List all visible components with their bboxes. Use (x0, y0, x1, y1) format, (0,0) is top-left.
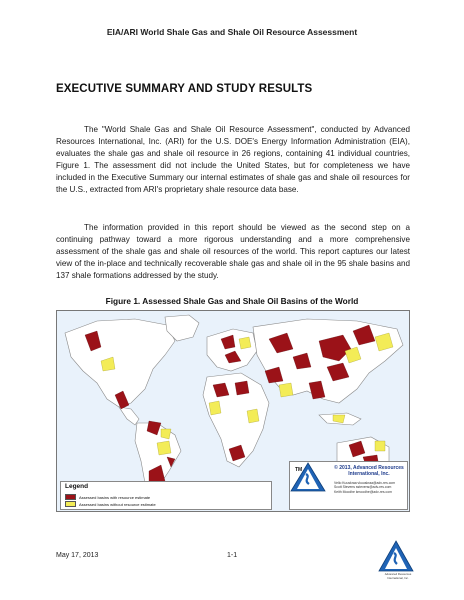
map-credit-box (289, 461, 408, 510)
footer-logo-line: Advanced Resources (384, 572, 412, 576)
basin-y-australia (375, 441, 385, 451)
footer-company-logo-icon (378, 540, 414, 572)
basin-y-europe (239, 337, 251, 349)
legend-title: Legend (65, 483, 89, 490)
section-title: EXECUTIVE SUMMARY AND STUDY RESULTS (56, 83, 313, 95)
contact-line: Scott Stevens sstevens@adv-res.com (334, 485, 392, 490)
footer-page-number: 1-1 (227, 552, 238, 559)
running-header: EIA/ARI World Shale Gas and Shale Oil Resource Assessment (106, 27, 358, 37)
paragraph-2: The information provided in this report should be viewed as the second step on a continuing pathway toward a more rigorous understanding and a more comprehensive assessment of the shale gas and shale oil resources of the world. This report captures our latest view of the in-place and technically recoverable shale gas and shale oil in the 95 shale basins and 137 shale formations addressed by the study. (56, 223, 410, 281)
basin-y-africa-east (247, 409, 259, 423)
credit-copyright: © 2013, Advanced Resources (334, 465, 404, 471)
basin-y-bolivia (157, 441, 171, 455)
world-map-figure (56, 310, 410, 512)
basin-libya (235, 381, 249, 395)
footer-logo-line: International, Inc. (387, 575, 409, 580)
legend-label-without-estimate: Assessed basins without resource estimate (79, 501, 156, 507)
footer-logo-text (372, 573, 424, 580)
legend-swatch-yellow (65, 501, 76, 507)
credit-company: International, Inc. (348, 471, 390, 477)
contact-line: Vello Kuuskraa vkuuskraa@adv-res.com (334, 481, 396, 485)
ari-logo-icon (290, 462, 326, 492)
credit-contacts (334, 481, 406, 494)
asia-landmass (253, 319, 403, 403)
figure-caption: Figure 1. Assessed Shale Gas and Shale Oil Basins of the World (105, 296, 359, 306)
legend-item-with-estimate (65, 494, 150, 500)
trademark-mark: TM (295, 467, 303, 473)
basin-y-africa-west (209, 401, 221, 415)
basin-y-arabia (279, 383, 293, 397)
legend-label-with-estimate: Assessed basins with resource estimate (79, 494, 151, 500)
legend-item-without-estimate (65, 501, 156, 507)
legend-swatch-maroon (65, 494, 76, 500)
map-legend (60, 481, 272, 510)
footer-date: May 17, 2013 (56, 552, 99, 559)
contact-line: Keith Moodhe kmoodhe@adv-res.com (334, 489, 392, 494)
central-america-landmass (119, 407, 139, 425)
paragraph-1: The "World Shale Gas and Shale Oil Resource Assessment", conducted by Advanced Resources International, Inc. (ARI) for the U.S. DOE's Energy Information Administration (EIA), evaluates the shale gas and shale oil resource in 26 regions, containing 41 individual countries, Figure 1. The assessment did not include the United States, but for completeness we have included in the Executive Summary our internal estimates of shale gas and shale oil resources for the U.S., extracted from ARI's proprietary shale resource data base. (56, 125, 410, 195)
